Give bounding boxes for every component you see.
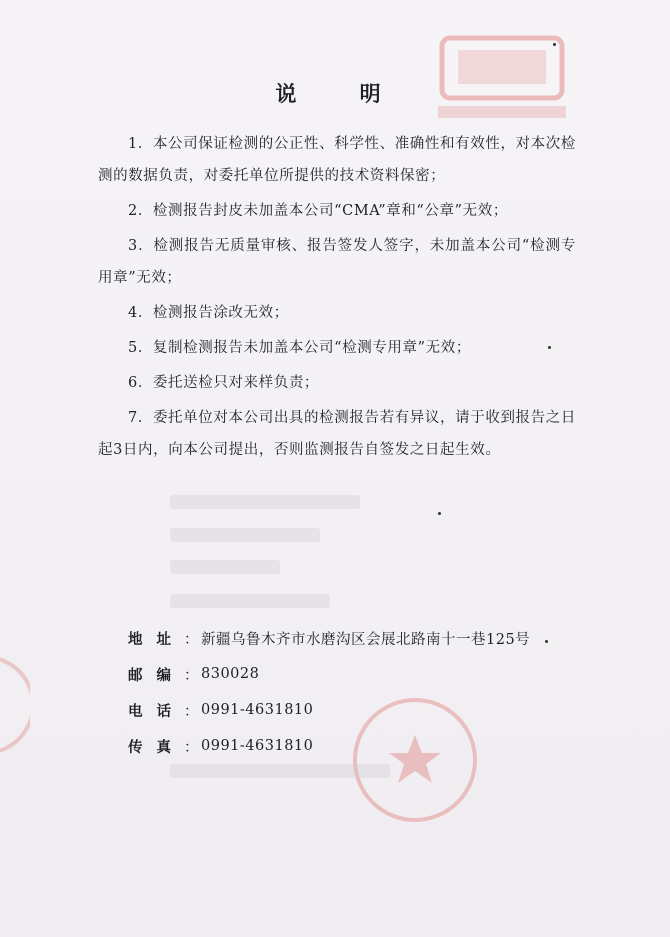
address-label: 地址	[128, 630, 185, 648]
fax-label: 传真	[128, 738, 185, 756]
term-item-2: 2．检测报告封皮未加盖本公司“CMA”章和“公章”无效；	[128, 203, 508, 219]
address-row: 地址 ： 新疆乌鲁木齐市水磨沟区会展北路南十一巷125号	[128, 620, 530, 656]
scan-speck	[438, 512, 441, 515]
postcode-row: 邮编 ： 830028	[128, 656, 530, 692]
term-item-6: 6．委托送检只对来样负责；	[128, 375, 320, 391]
scan-speck	[553, 43, 556, 46]
postcode-label: 邮编	[128, 666, 185, 684]
document-title: 说 明	[275, 81, 409, 106]
scan-speck	[545, 640, 548, 643]
fax-value: 0991-4631810	[201, 738, 314, 754]
address-value: 新疆乌鲁木齐市水磨沟区会展北路南十一巷125号	[201, 631, 531, 648]
bleed-through-line	[170, 764, 390, 778]
term-item-1: 1．本公司保证检测的公正性、科学性、准确性和有效性，对本次检测的数据负责，对委托单位所提供的技术资料保密；	[98, 136, 576, 184]
postcode-value: 830028	[201, 666, 260, 682]
phone-label: 电话	[128, 702, 185, 720]
term-item-4: 4．检测报告涂改无效；	[128, 305, 289, 321]
contact-info	[128, 620, 530, 764]
term-item-7: 7．委托单位对本公司出具的检测报告若有异议，请于收到报告之日起3日内，向本公司提出，否则监测报告自签发之日起生效。	[98, 410, 576, 458]
phone-value: 0991-4631810	[201, 702, 314, 718]
stamp-bleed-top-icon	[428, 20, 578, 130]
phone-row: 电话 ： 0991-4631810	[128, 692, 530, 728]
terms-list	[98, 128, 576, 469]
term-item-3: 3．检测报告无质量审核、报告签发人签字，未加盖本公司“检测专用章”无效；	[98, 238, 576, 286]
bleed-through-line	[170, 594, 330, 608]
term-item-5: 5．复制检测报告未加盖本公司“检测专用章”无效；	[128, 340, 471, 356]
bleed-through-line	[170, 495, 360, 509]
fax-row: 传真 ： 0991-4631810	[128, 728, 530, 764]
seal-fragment-icon	[0, 650, 30, 760]
bleed-through-line	[170, 560, 280, 574]
bleed-through-line	[170, 528, 320, 542]
